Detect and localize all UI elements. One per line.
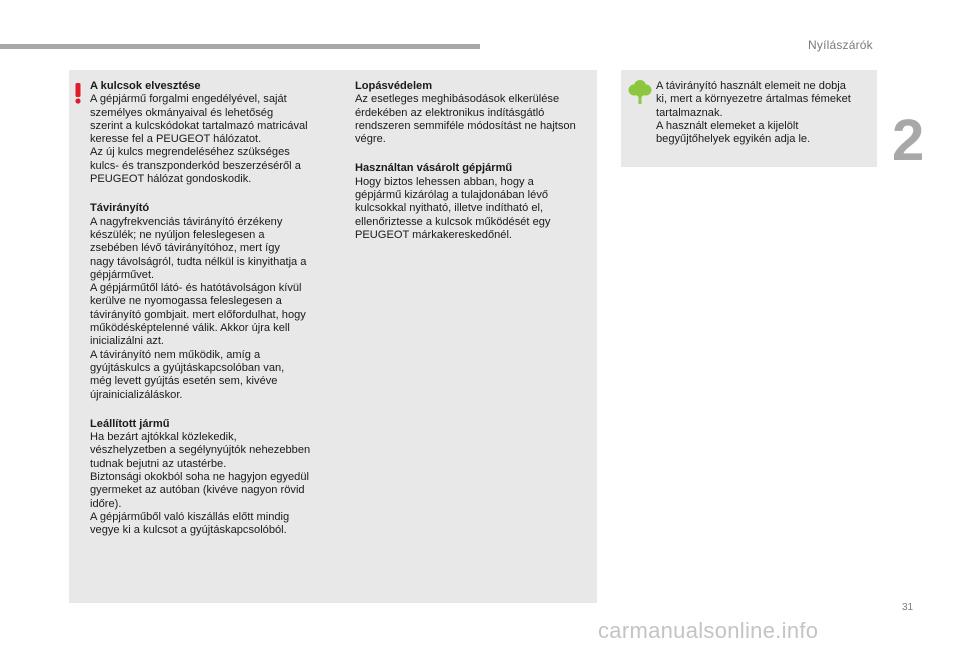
text-line: újrainicializáláskor.	[90, 388, 183, 401]
text-line: A gépjármű forgalmi engedélyével, saját	[90, 93, 287, 106]
text-line: A gépjárműtől látó- és hatótávolságon kívül	[90, 282, 302, 295]
used-vehicle-title: Használtan vásárolt gépjármű	[355, 162, 513, 175]
text-line: személyes okmányaival és lehetőség	[90, 106, 274, 119]
text-line: gépjárművet.	[90, 268, 155, 281]
text-line: gyermeket az autóban (kivéve nagyon rövid	[90, 484, 305, 497]
theft-protection-title: Lopásvédelem	[355, 80, 433, 92]
text-line: érdekében az elektronikus indításgátló	[355, 106, 545, 119]
text-line: végre.	[355, 133, 386, 146]
text-line: Hogy biztos lehessen abban, hogy a	[355, 175, 534, 188]
eco-column	[656, 80, 871, 162]
text-line: A távirányító nem működik, amíg a	[90, 348, 261, 361]
middle-column	[355, 80, 595, 258]
section-title: Nyílászárók	[808, 38, 873, 52]
used-vehicle-section	[355, 162, 595, 242]
lost-keys-title: A kulcsok elvesztése	[90, 80, 201, 92]
text-line: kulcs- és transzponderkód beszerzéséről a	[90, 159, 301, 172]
text-line: Az új kulcs megrendeléséhez szükséges	[90, 146, 290, 159]
watermark: carmanualsonline.info	[598, 618, 819, 643]
text-line: tartalmaznak.	[656, 106, 723, 119]
page-number: 31	[902, 602, 914, 613]
text-line: Ha bezárt ajtókkal közlekedik,	[90, 431, 237, 444]
theft-protection-section	[355, 80, 595, 146]
chapter-number: 2	[892, 108, 925, 173]
text-line: A használt elemeket a kijelölt	[656, 119, 799, 132]
text-line: készülék; ne nyúljon feleslegesen a	[90, 228, 265, 241]
exclamation-icon	[73, 82, 83, 104]
text-line: időre).	[90, 497, 122, 510]
text-line: működésképtelenné válik. Akkor újra kell	[90, 322, 290, 335]
header-rule	[0, 44, 480, 49]
leaf-tree-icon	[627, 79, 653, 105]
text-line: begyűjtőhelyek egyikén adja le.	[656, 133, 811, 146]
text-line: szerint a kulcskódokat tartalmazó matricával	[90, 119, 308, 132]
text-line: kulcsokkal nyitható, illetve indítható el,	[355, 202, 544, 215]
text-line: nagy távolságról, tudta nélkül is kinyithatja a	[90, 255, 307, 268]
text-line: A távirányító használt elemeit ne dobja	[656, 80, 846, 92]
text-line: PEUGEOT márkakereskedőnél.	[355, 228, 513, 241]
text-line: PEUGEOT hálózat gondoskodik.	[90, 173, 252, 186]
text-line: gyújtáskulcs a gyújtáskapcsolóban van,	[90, 361, 285, 374]
remote-control-title: Távirányító	[90, 202, 150, 215]
text-line: ellenőriztesse a kulcsok működését egy	[355, 215, 551, 228]
text-line: távirányító gombjait. mert előfordulhat, hogy	[90, 308, 306, 321]
text-line: inicializálni azt.	[90, 335, 164, 348]
text-line: még levett gyújtás esetén sem, kivéve	[90, 375, 278, 388]
text-line: vegye ki a kulcsot a gyújtáskapcsolóból.	[90, 524, 287, 537]
eco-note-section	[656, 80, 871, 146]
text-line: zsebében lévő távirányítóhoz, mert így	[90, 242, 280, 255]
text-line: tudnak bejutni az utastérbe.	[90, 457, 227, 470]
remote-control-section	[90, 202, 340, 401]
text-line: Az esetleges meghibásodások elkerülése	[355, 93, 560, 106]
text-line: ki, mert a környezetre ártalmas fémeket	[656, 93, 851, 106]
text-line: A nagyfrekvenciás távirányító érzékeny	[90, 215, 283, 228]
text-line: A gépjárműből való kiszállás előtt mindig	[90, 510, 290, 523]
stopped-vehicle-title: Leállított jármű	[90, 417, 170, 430]
text-line: kerülve ne nyomogassa feleslegesen a	[90, 295, 282, 308]
left-column	[90, 80, 340, 554]
text-line: Biztonsági okokból soha ne hagyjon egyedül	[90, 471, 309, 484]
text-line: rendszeren semmiféle módosítást ne hajtson	[355, 119, 576, 132]
lost-keys-section	[90, 80, 340, 186]
text-line: keresse fel a PEUGEOT hálózatot.	[90, 133, 262, 146]
stopped-vehicle-section	[90, 418, 340, 538]
text-line: vészhelyzetben a segélynyújtók nehezebben	[90, 444, 311, 457]
text-line: gépjármű kizárólag a tulajdonában lévő	[355, 189, 549, 202]
